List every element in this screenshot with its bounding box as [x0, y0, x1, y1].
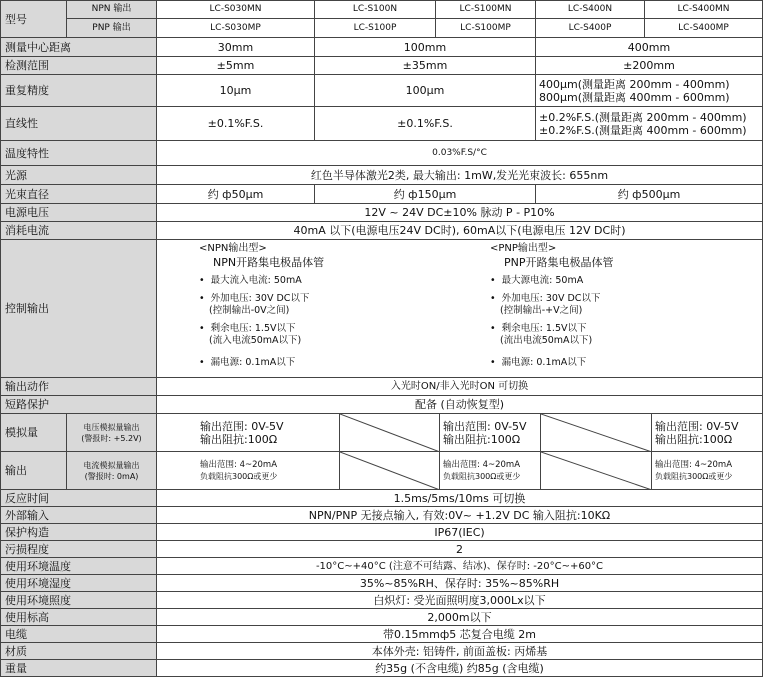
npn-model-1: LC-S030MN [157, 0, 315, 19]
linearity-value-1: ±0.1%F.S. [157, 107, 315, 141]
range-value-1: ±5mm [157, 57, 315, 75]
current-analog-label-1: 电流模拟量输出 [83, 460, 140, 470]
voltage-value-3 [652, 414, 763, 452]
temperature-value: 0.03%F.S/°C [157, 141, 763, 166]
protection-value: IP67(IEC) [157, 524, 763, 541]
cable-label: 电缆 [0, 626, 157, 643]
bullet-mark: • [199, 293, 205, 304]
diagonal-line [541, 452, 652, 490]
supply-voltage-value: 12V ~ 24V DC±10% 脉动 P - P10% [157, 204, 763, 222]
weight-value: 约35g (不含电缆) 约85g (含电缆) [157, 660, 763, 677]
center-distance-value-1: 30mm [157, 38, 315, 57]
voltage-range-1: 输出范围: 0V-5V [200, 419, 284, 433]
response-label: 反应时间 [0, 490, 157, 507]
current-range-1: 输出范围: 4~20mA [200, 459, 278, 470]
ambient-light-label: 使用环境照度 [0, 592, 157, 609]
linearity-value-3 [536, 107, 763, 141]
current-analog-value-1 [157, 452, 340, 490]
voltage-impedance-2: 输出阻抗:100Ω [443, 432, 521, 446]
temperature-label: 温度特性 [0, 141, 157, 166]
current-label: 消耗电流 [0, 222, 157, 240]
npn-bullet-1-text: 最大流入电流: 50mA [210, 275, 302, 286]
pnp-bullet-1 [490, 275, 750, 287]
spot-value-1: 约 ф50μm [157, 185, 315, 204]
voltage-blank-1 [340, 414, 440, 452]
bullet-mark: • [490, 293, 496, 304]
npn-title: NPN开路集电极晶体管 [213, 256, 325, 269]
altitude-value: 2,000m以下 [157, 609, 763, 626]
current-analog-value-3 [652, 452, 763, 490]
current-range-2: 输出范围: 4~20mA [443, 459, 521, 470]
spot-value-3: 约 ф500μm [536, 185, 763, 204]
bullet-mark: • [490, 323, 496, 334]
repeat-value-1: 10μm [157, 75, 315, 107]
pnp-model-3: LC-S100MP [436, 19, 536, 38]
npn-output-label: NPN 输出 [67, 0, 157, 19]
diagonal-line [541, 414, 652, 452]
range-value-3: ±200mm [536, 57, 763, 75]
pnp-bullet-2-sub: (控制输出-+V之间) [500, 305, 583, 316]
range-value-2: ±35mm [315, 57, 536, 75]
repeat-label: 重复精度 [0, 75, 157, 107]
ambient-light-value: 白炽灯: 受光面照明度3,000Lx以下 [157, 592, 763, 609]
pnp-bullet-3-sub: (流出电流50mA以下) [500, 335, 593, 346]
voltage-analog-label [67, 414, 157, 452]
material-label: 材质 [0, 643, 157, 660]
material-value: 本体外壳: 铝铸件, 前面盖板: 丙烯基 [157, 643, 763, 660]
diagonal-line [340, 452, 440, 490]
current-range-3: 输出范围: 4~20mA [655, 459, 733, 470]
linearity-value-2: ±0.1%F.S. [315, 107, 536, 141]
bullet-mark: • [490, 357, 496, 368]
current-analog-label-2: (警报时: 0mA) [84, 471, 139, 481]
external-input-value: NPN/PNP 无接点输入, 有效:0V~ +1.2V DC 输入阻抗:10KΩ [157, 507, 763, 524]
current-analog-label [67, 452, 157, 490]
npn-bullet-2 [199, 293, 459, 317]
npn-type: <NPN输出型> [199, 243, 267, 254]
pnp-type: <PNP输出型> [490, 243, 557, 254]
npn-bullet-3-sub: (流入电流50mA以下) [209, 335, 302, 346]
ambient-temperature-value: -10°C~+40°C (注意不可结露、结冰)、保存时: -20°C~+60°C [157, 558, 763, 575]
pnp-model-2: LC-S100P [315, 19, 436, 38]
repeat-value-2: 100μm [315, 75, 536, 107]
short-circuit-label: 短路保护 [0, 396, 157, 414]
center-distance-value-2: 100mm [315, 38, 536, 57]
pnp-model-4: LC-S400P [536, 19, 645, 38]
current-load-3: 负载阻抗300Ω或更少 [655, 471, 733, 481]
linearity-label: 直线性 [0, 107, 157, 141]
pnp-output-label: PNP 输出 [67, 19, 157, 38]
voltage-value-2 [440, 414, 541, 452]
pollution-value: 2 [157, 541, 763, 558]
npn-bullet-3 [199, 323, 459, 347]
ambient-humidity-label: 使用环境湿度 [0, 575, 157, 592]
control-output-label: 控制输出 [0, 240, 157, 378]
current-load-2: 负载阻抗300Ω或更少 [443, 471, 521, 481]
repeat-value-3b: 800μm(测量距离 400mm - 600mm) [539, 90, 730, 104]
repeat-value-3a: 400μm(测量距离 200mm - 400mm) [539, 77, 730, 91]
pollution-label: 污损程度 [0, 541, 157, 558]
center-distance-value-3: 400mm [536, 38, 763, 57]
npn-bullet-4-text: 漏电源: 0.1mA以下 [210, 357, 296, 368]
linearity-value-3a: ±0.2%F.S.(测量距离 200mm - 400mm) [539, 110, 747, 124]
npn-model-4: LC-S400N [536, 0, 645, 19]
pnp-bullet-2 [490, 293, 750, 317]
bullet-mark: • [490, 275, 496, 286]
bullet-mark: • [199, 275, 205, 286]
current-blank-1 [340, 452, 440, 490]
voltage-blank-2 [541, 414, 652, 452]
npn-model-5: LC-S400MN [645, 0, 763, 19]
diagonal-line [340, 414, 440, 452]
weight-label: 重量 [0, 660, 157, 677]
current-blank-2 [541, 452, 652, 490]
bullet-mark: • [199, 357, 205, 368]
voltage-range-3: 输出范围: 0V-5V [655, 419, 739, 433]
analog-label-top: 模拟量 [0, 414, 67, 452]
current-value: 40mA 以下(电源电压24V DC时), 60mA以下(电源电压 12V DC时) [157, 222, 763, 240]
voltage-range-2: 输出范围: 0V-5V [443, 419, 527, 433]
current-analog-value-2 [440, 452, 541, 490]
pnp-bullet-3-text: 剩余电压: 1.5V以下 [501, 323, 587, 334]
pnp-bullet-4-text: 漏电源: 0.1mA以下 [501, 357, 587, 368]
light-source-value: 红色半导体激光2类, 最大输出: 1mW,发光光束波长: 655nm [157, 166, 763, 185]
response-value: 1.5ms/5ms/10ms 可切换 [157, 490, 763, 507]
protection-label: 保护构造 [0, 524, 157, 541]
voltage-value-1 [157, 414, 340, 452]
voltage-analog-label-2: (警报时: +5.2V) [81, 433, 142, 443]
linearity-value-3b: ±0.2%F.S.(测量距离 400mm - 600mm) [539, 123, 747, 137]
voltage-impedance-1: 输出阻抗:100Ω [200, 432, 278, 446]
npn-control-block [199, 243, 459, 375]
voltage-analog-label-1: 电压模拟量输出 [83, 422, 140, 432]
voltage-impedance-3: 输出阻抗:100Ω [655, 432, 733, 446]
pnp-bullet-4 [490, 357, 750, 369]
npn-model-3: LC-S100MN [436, 0, 536, 19]
current-load-1: 负载阻抗300Ω或更少 [200, 471, 278, 481]
external-input-label: 外部输入 [0, 507, 157, 524]
short-circuit-value: 配备 (自动恢复型) [157, 396, 763, 414]
npn-bullet-2-text: 外加电压: 30V DC以下 [210, 293, 310, 304]
altitude-label: 使用标高 [0, 609, 157, 626]
range-label: 检测范围 [0, 57, 157, 75]
repeat-value-3 [536, 75, 763, 107]
npn-bullet-3-text: 剩余电压: 1.5V以下 [210, 323, 296, 334]
pnp-bullet-2-text: 外加电压: 30V DC以下 [501, 293, 601, 304]
model-label: 型号 [0, 0, 67, 38]
spot-value-2: 约 ф150μm [315, 185, 536, 204]
bullet-mark: • [199, 323, 205, 334]
cable-value: 带0.15mmф5 芯复合电缆 2m [157, 626, 763, 643]
supply-voltage-label: 电源电压 [0, 204, 157, 222]
center-distance-label: 测量中心距离 [0, 38, 157, 57]
npn-model-2: LC-S100N [315, 0, 436, 19]
spot-label: 光束直径 [0, 185, 157, 204]
npn-bullet-4 [199, 357, 459, 369]
output-action-label: 输出动作 [0, 378, 157, 396]
pnp-control-block [490, 243, 750, 375]
ambient-humidity-value: 35%~85%RH、保存时: 35%~85%RH [157, 575, 763, 592]
pnp-model-1: LC-S030MP [157, 19, 315, 38]
output-action-value: 入光时ON/非入光时ON 可切换 [157, 378, 763, 396]
ambient-temperature-label: 使用环境温度 [0, 558, 157, 575]
analog-label-bottom: 输出 [0, 452, 67, 490]
light-source-label: 光源 [0, 166, 157, 185]
npn-bullet-2-sub: (控制输出-0V之间) [209, 305, 290, 316]
pnp-model-5: LC-S400MP [645, 19, 763, 38]
pnp-title: PNP开路集电极晶体管 [504, 256, 614, 269]
npn-bullet-1 [199, 275, 459, 287]
pnp-bullet-3 [490, 323, 750, 347]
pnp-bullet-1-text: 最大源电流: 50mA [501, 275, 584, 286]
